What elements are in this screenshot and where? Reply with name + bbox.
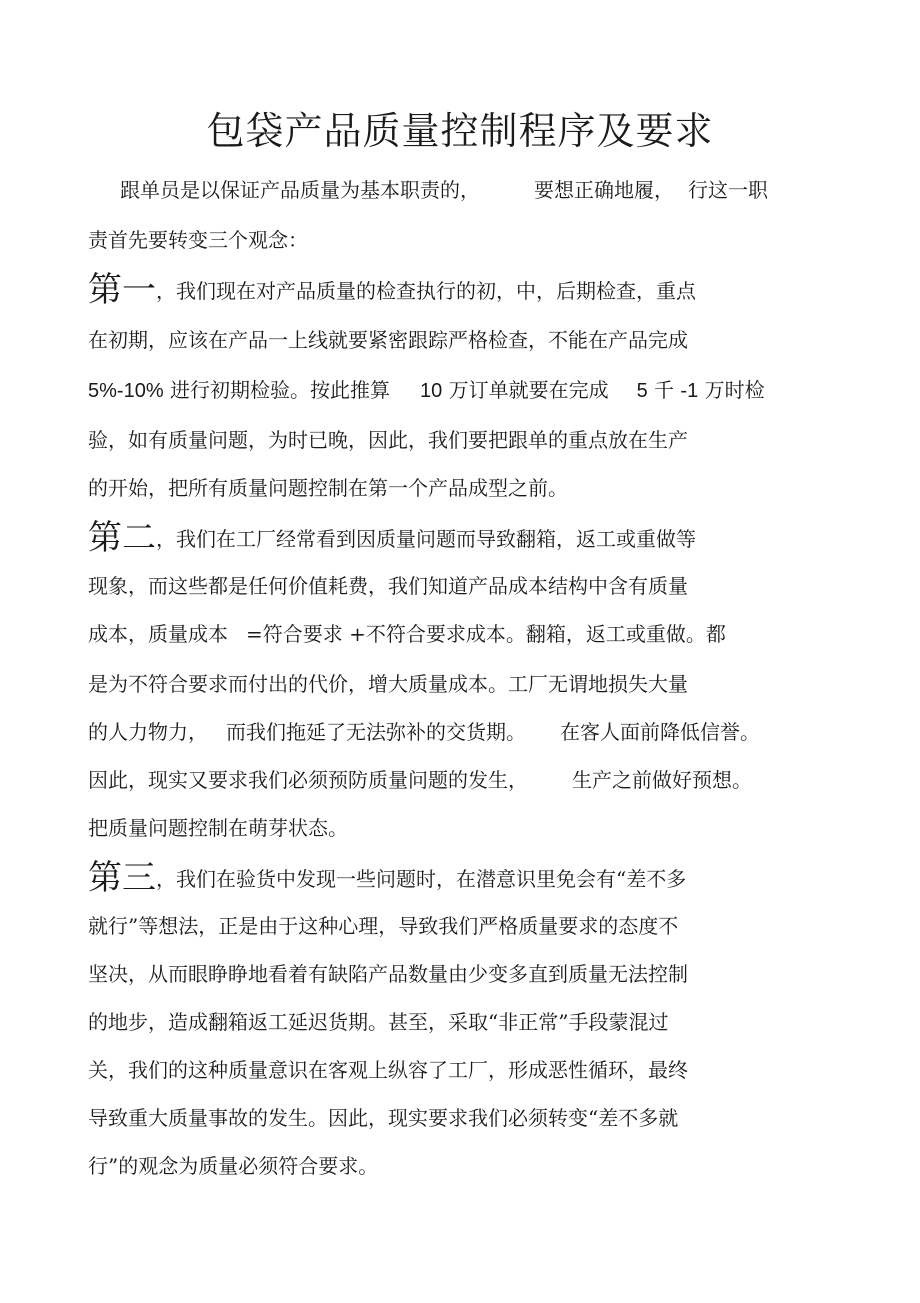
- section-3-line-5: 关，我们的这种质量意识在客观上纵容了工厂，形成恶性循环，最终: [88, 1058, 688, 1082]
- section-text: 万时检: [698, 378, 765, 402]
- section-text: -1: [680, 380, 699, 402]
- section-text: 在客人面前降低信誉。: [560, 720, 760, 744]
- section-text: 10: [419, 380, 443, 402]
- document-title: 包袋产品质量控制程序及要求: [206, 109, 714, 153]
- section-3-line-7: 行”的观念为质量必须符合要求。: [88, 1154, 379, 1178]
- section-text: 因此，现实又要求我们必须预防质量问题的发生，: [88, 768, 528, 792]
- section-1-line-3: [88, 376, 765, 405]
- section-text: 的人力物力，: [88, 720, 208, 744]
- section-3-line-1: [88, 858, 687, 898]
- section-2-line-4: 是为不符合要求而付出的代价，增大质量成本。工厂无谓地损失大量: [88, 672, 688, 696]
- section-1-line-1: [88, 270, 696, 310]
- section-2-line-3: [88, 620, 726, 648]
- section-2-line-1: [88, 518, 696, 558]
- section-1-heading: 第一: [88, 270, 156, 310]
- section-text: 进行初期检验。按此推算: [163, 378, 390, 402]
- section-3-line-2: 就行”等想法，正是由于这种心理，导致我们严格质量要求的态度不: [88, 914, 679, 938]
- section-1-line-4: 验，如有质量问题，为时已晚，因此，我们要把跟单的重点放在生产: [88, 428, 688, 452]
- section-3-line-6: 导致重大质量事故的发生。因此，现实要求我们必须转变“差不多就: [88, 1106, 679, 1130]
- section-text: ，我们在工厂经常看到因质量问题而导致翻箱，返工或重做等: [156, 527, 696, 551]
- intro-line-1: [120, 176, 768, 204]
- section-2-heading: 第二: [88, 518, 156, 558]
- section-3-heading: 第三: [88, 858, 156, 898]
- section-text: 5: [636, 380, 648, 402]
- intro-text: 跟单员是以保证产品质量为基本职责的，: [120, 178, 480, 202]
- section-2-line-5: [88, 718, 760, 746]
- intro-line-2: 责首先要转变三个观念：: [88, 228, 308, 252]
- section-text: 万订单就要在完成: [442, 378, 609, 402]
- intro-text: 行这一职: [688, 178, 768, 202]
- section-text: 生产之前做好预想。: [572, 768, 752, 792]
- section-2-line-6: [88, 766, 752, 794]
- section-text: ，我们在验货中发现一些问题时，在潜意识里免会有“差不多: [156, 867, 687, 891]
- section-1-line-2: 在初期，应该在产品一上线就要紧密跟踪严格检查，不能在产品完成: [88, 328, 688, 352]
- section-2-line-7: 把质量问题控制在萌芽状态。: [88, 816, 348, 840]
- intro-text: 要想正确地履，: [534, 178, 674, 202]
- section-3-line-3: 坚决，从而眼睁睁地看着有缺陷产品数量由少变多直到质量无法控制: [88, 962, 688, 986]
- section-3-line-4: 的地步，造成翻箱返工延迟货期。甚至，采取“非正常”手段蒙混过: [88, 1010, 669, 1034]
- section-text: 成本，质量成本: [88, 622, 228, 646]
- section-text: =符合要求 +不符合要求成本。翻箱，返工或重做。都: [246, 622, 726, 646]
- section-text: 千: [647, 378, 681, 402]
- section-2-line-2: 现象，而这些都是任何价值耗费，我们知道产品成本结构中含有质量: [88, 574, 688, 598]
- section-text: 5%-10%: [88, 380, 164, 402]
- section-text: 而我们拖延了无法弥补的交货期。: [226, 720, 526, 744]
- section-text: ，我们现在对产品质量的检查执行的初，中，后期检查，重点: [156, 279, 696, 303]
- section-1-line-5: 的开始，把所有质量问题控制在第一个产品成型之前。: [88, 476, 568, 500]
